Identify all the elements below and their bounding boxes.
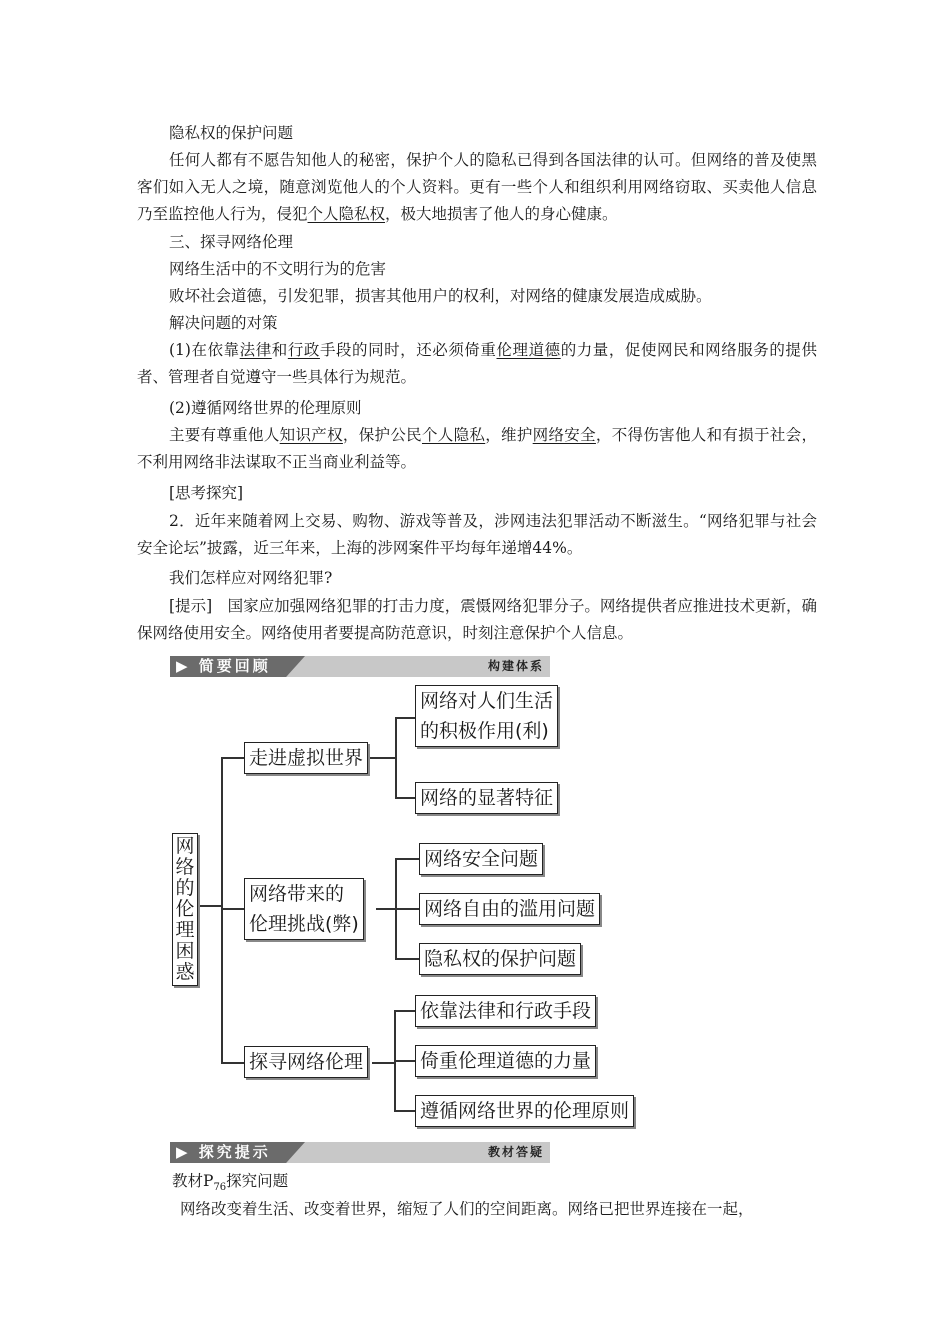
hint-banner-title: ▶ 探究提示 — [176, 1143, 271, 1161]
privacy-heading: 隐私权的保护问题 — [169, 124, 294, 142]
hint-banner-tag: 教材答疑 — [487, 1145, 544, 1159]
textbook-paragraph: 网络改变着生活、改变着世界，缩短了人们的空间距离。网络已把世界连接在一起， — [180, 1200, 754, 1218]
diagram-leaf-8: 遵循网络世界的伦理原则 — [415, 1095, 634, 1127]
solution-item-2: 主要有尊重他人知识产权，保护公民个人隐私，维护网络安全，不得伤害他人和有损于社会，不利用网络非法谋取不正当商业利益等。 — [137, 426, 817, 471]
diagram-leaf-7: 倚重伦理道德的力量 — [415, 1045, 596, 1077]
diagram-mid-2: 网络带来的 伦理挑战(弊) — [244, 878, 364, 940]
harm-text: 败坏社会道德，引发犯罪，损害其他用户的权利，对网络的健康发展造成威胁。 — [169, 287, 712, 305]
review-banner-title: ▶ 简要回顾 — [176, 657, 271, 675]
think-ask: 我们怎样应对网络犯罪? — [169, 569, 333, 587]
section3-heading: 三、探寻网络伦理 — [169, 233, 294, 251]
diagram-leaf-1: 网络对人们生活 的积极作用(利) — [415, 685, 558, 747]
solution-item-1: (1)在依靠法律和行政手段的同时，还必须倚重伦理道德的力量，促使网民和网络服务的提供者、管理者自觉遵守一些具体行为规范。 — [137, 341, 817, 386]
think-question: 2．近年来随着网上交易、购物、游戏等普及，涉网违法犯罪活动不断滋生。“网络犯罪与社会安全论坛”披露，近三年来，上海的涉网案件平均每年递增44%。 — [137, 512, 817, 557]
solution-item-2-title: (2)遵循网络世界的伦理原则 — [169, 399, 362, 417]
harm-heading: 网络生活中的不文明行为的危害 — [169, 260, 387, 278]
diagram-leaf-6: 依靠法律和行政手段 — [415, 995, 596, 1027]
textbook-heading: 教材$P_{76}$探究问题 — [172, 1172, 289, 1194]
diagram-mid-3: 探寻网络伦理 — [244, 1046, 368, 1078]
diagram-leaf-5: 隐私权的保护问题 — [419, 943, 581, 975]
hint-banner — [170, 1142, 550, 1163]
diagram-leaf-2: 网络的显著特征 — [415, 782, 558, 814]
diagram-root: 网 络 的 伦 理 困 惑 — [172, 833, 198, 986]
diagram-mid-1: 走进虚拟世界 — [244, 742, 368, 774]
solution-heading: 解决问题的对策 — [169, 314, 278, 332]
think-hint: [提示] 国家应加强网络犯罪的打击力度，震慑网络犯罪分子。网络提供者应推进技术更新，确保网络使用安全。网络使用者要提高防范意识，时刻注意保护个人信息。 — [137, 597, 817, 642]
diagram-leaf-4: 网络自由的滥用问题 — [419, 893, 600, 925]
review-banner-tag: 构建体系 — [487, 659, 544, 673]
review-banner — [170, 656, 550, 677]
privacy-paragraph: 任何人都有不愿告知他人的秘密，保护个人的隐私已得到各国法律的认可。但网络的普及使黑客们如入无人之境，随意浏览他人的个人资料。更有一些个人和组织利用网络窃取、买卖他人信息乃至监控他人行为，侵犯个人隐私权，极大地损害了他人的身心健康。 — [137, 151, 817, 223]
diagram-leaf-3: 网络安全问题 — [419, 843, 543, 875]
think-label: [思考探究] — [169, 484, 244, 502]
